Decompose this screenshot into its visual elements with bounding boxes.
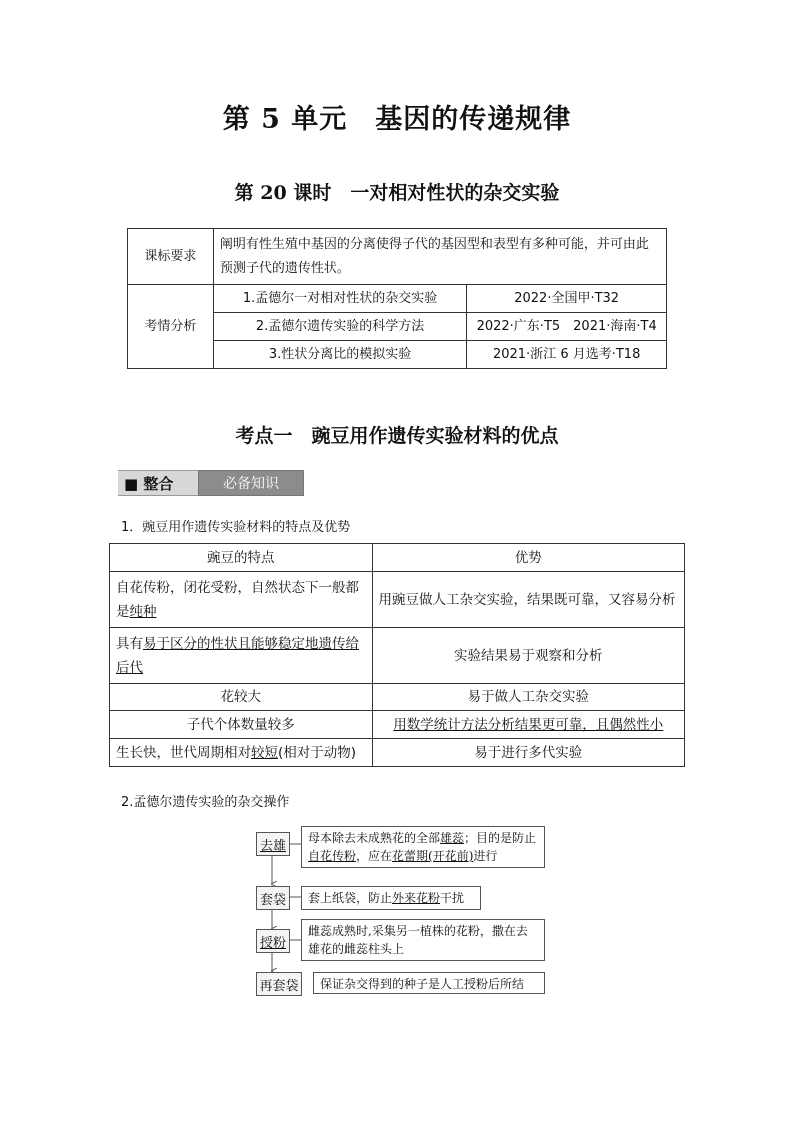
pea-feature: 具有易于区分的性状且能够稳定地遗传给后代 [110,628,373,684]
analysis-exam: 2021·浙江 6 月选考·T18 [467,341,667,369]
pea-feature: 花较大 [110,684,373,711]
page-title: 第 5 单元 基因的传递规律 [222,104,572,135]
standards-text: 阐明有性生殖中基因的分离使得子代的基因型和表型有多种可能，并可由此预测子代的遗传性状。 [213,229,666,285]
desc-bagging: 套上纸袋，防止外来花粉干扰 [301,886,481,910]
desc-rebagging: 保证杂交得到的种子是人工授粉后所结 [313,972,545,994]
step-bagging: 套袋 [256,886,290,910]
analysis-topic: 2.孟德尔遗传实验的科学方法 [213,313,466,341]
analysis-exam: 2022·广东·T5 2021·海南·T4 [467,313,667,341]
banner-label-integrate: ■ 整合 [118,470,198,496]
section-title: 考点一 豌豆用作遗传实验材料的优点 [235,425,559,447]
pea-header-feature: 豌豆的特点 [110,544,373,572]
pea-table [109,543,685,767]
analysis-label: 考情分析 [128,285,214,369]
banner-label-knowledge: 必备知识 [198,470,304,496]
standards-table [127,228,667,369]
analysis-topic: 3.性状分离比的模拟实验 [213,341,466,369]
desc-pollination: 雌蕊成熟时,采集另一植株的花粉，撒在去雄花的雌蕊柱头上 [301,919,545,961]
analysis-exam: 2022·全国甲·T32 [467,285,667,313]
desc-emasculation: 母本除去未成熟花的全部雄蕊；目的是防止自花传粉，应在花蕾期(开花前)进行 [301,826,545,868]
pea-advantage: 用豌豆做人工杂交实验，结果既可靠，又容易分析 [372,572,684,628]
flow-links [288,826,302,996]
pea-advantage: 易于做人工杂交实验 [372,684,684,711]
section-banner [118,470,304,496]
pea-feature: 自花传粉，闭花受粉，自然状态下一般都是纯种 [110,572,373,628]
step-rebagging: 再套袋 [256,972,302,996]
pea-feature: 子代个体数量较多 [110,711,373,739]
step-emasculation: 去雄 [256,832,290,856]
pea-header-advantage: 优势 [372,544,684,572]
heading-hybrid-operation: 2.孟德尔遗传实验的杂交操作 [121,795,290,810]
pea-advantage: 实验结果易于观察和分析 [372,628,684,684]
heading-pea-features: 1．豌豆用作遗传实验材料的特点及优势 [121,520,351,535]
step-pollination: 授粉 [256,929,290,953]
standards-label: 课标要求 [128,229,214,285]
pea-advantage: 易于进行多代实验 [372,739,684,767]
pea-feature: 生长快，世代周期相对较短(相对于动物) [110,739,373,767]
pea-advantage: 用数学统计方法分析结果更可靠，且偶然性小 [372,711,684,739]
lesson-title: 第 20 课时 一对相对性状的杂交实验 [234,182,560,204]
analysis-topic: 1.孟德尔一对相对性状的杂交实验 [213,285,466,313]
